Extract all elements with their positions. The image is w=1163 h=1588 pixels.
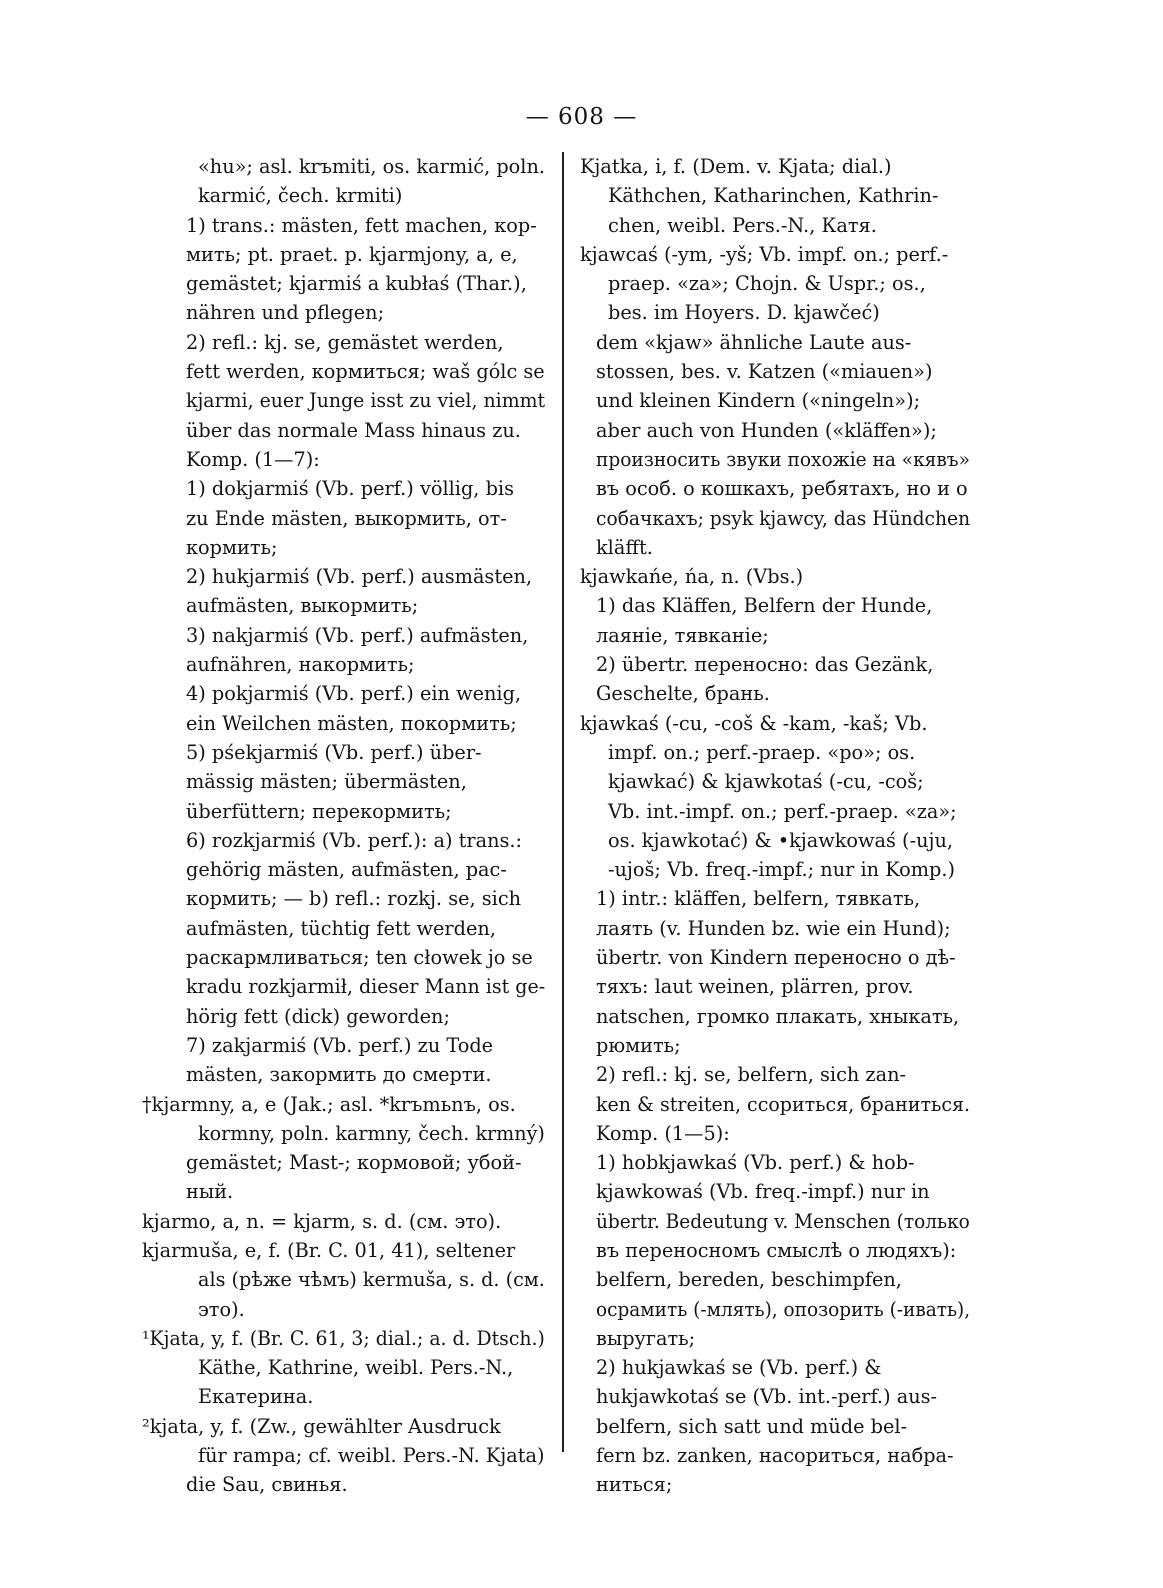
text-line: die Sau, свинья.: [186, 1473, 348, 1497]
text-line: 3) nakjarmiś (Vb. perf.) aufmästen,: [186, 623, 529, 647]
text-line: кормить; — b) refl.: rozkj. se, sich: [186, 887, 522, 911]
text-line: Käthe, Kathrine, weibl. Pers.-N.,: [198, 1356, 514, 1380]
text-line: 6) rozkjarmiś (Vb. perf.): a) trans.:: [186, 828, 523, 852]
text-line: hörig fett (dick) geworden;: [186, 1004, 450, 1028]
page-number: — 608 —: [525, 104, 638, 130]
text-line: praep. «za»; Chojn. & Uspr.; os.,: [608, 272, 926, 296]
text-line: лаять (v. Hunden bz. wie ein Hund);: [596, 916, 951, 940]
text-line: stossen, bes. v. Katzen («miauen»): [596, 360, 933, 384]
text-line: kjarmo, a, n. = kjarm, s. d. (см. это).: [142, 1209, 502, 1233]
text-line: übertr. Bedeutung v. Menschen (только: [596, 1209, 970, 1233]
text-line: рюмить;: [596, 1033, 681, 1057]
text-line: aufmästen, tüchtig fett werden,: [186, 916, 496, 940]
text-line: тяхъ: laut weinen, plärren, prov.: [596, 975, 914, 999]
text-line: 1) intr.: kläffen, belfern, тявкать,: [596, 887, 921, 911]
text-line: «hu»; asl. krъmiti, os. karmić, poln.: [198, 155, 545, 178]
text-line: kradu rozkjarmił, dieser Mann ist ge-: [186, 975, 545, 999]
text-line: †kjarmny, a, e (Jak.; asl. *krъmьnъ, os.: [142, 1092, 516, 1116]
text-line: осрамить (-млять), опозорить (-ивать),: [596, 1297, 970, 1321]
text-line: aber auch von Hunden («kläffen»);: [596, 418, 937, 442]
text-line: aufnähren, накормить;: [186, 653, 415, 677]
text-line: belfern, sich satt und müde bel-: [596, 1414, 908, 1438]
text-line: ный.: [186, 1180, 234, 1204]
text-line: кормить;: [186, 535, 278, 559]
text-line: über das normale Mass hinaus zu.: [186, 418, 521, 442]
text-line: Kjatka, i, f. (Dem. v. Kjata; dial.): [580, 155, 892, 178]
text-line: gemästet; kjarmiś a kubłaś (Thar.),: [186, 272, 527, 296]
text-line: 2) refl.: kj. se, gemästet werden,: [186, 330, 504, 354]
text-line: Vb. int.-impf. on.; perf.-praep. «za»;: [608, 799, 957, 823]
text-line: ниться;: [596, 1473, 673, 1497]
text-line: ¹Kjata, y, f. (Br. C. 61, 3; dial.; a. d. Dtsch.): [142, 1326, 545, 1350]
text-line: 7) zakjarmiś (Vb. perf.) zu Tode: [186, 1033, 494, 1057]
text-line: kjarmuša, e, f. (Br. C. 01, 41), seltener: [142, 1238, 516, 1262]
text-line: karmić, čech. krmiti): [198, 184, 403, 208]
text-line: als (рѣже чѣмъ) kermuša, s. d. (см.: [198, 1268, 545, 1292]
text-line: nähren und pflegen;: [186, 301, 385, 325]
text-line: лаяніе, тявканіе;: [596, 623, 769, 647]
text-line: Komp. (1—7):: [186, 447, 320, 471]
text-line: 4) pokjarmiś (Vb. perf.) ein wenig,: [186, 682, 522, 706]
text-line: 5) pśekjarmiś (Vb. perf.) über-: [186, 740, 482, 764]
text-line: bes. im Hoyers. D. kjawčeć): [608, 301, 880, 325]
text-line: fern bz. zanken, насориться, набра-: [596, 1444, 954, 1468]
text-line: kjarmi, euer Junge isst zu viel, nimmt: [186, 389, 545, 413]
text-line: kjawkaś (-cu, -coš & -kam, -kaš; Vb.: [580, 711, 928, 735]
text-line: 1) das Kläffen, Belfern der Hunde,: [596, 594, 933, 618]
text-line: für rampa; cf. weibl. Pers.-N. Kjata): [198, 1444, 545, 1468]
text-line: 2) hukjawkaś se (Vb. perf.) &: [596, 1356, 882, 1380]
text-line: Komp. (1—5):: [596, 1121, 730, 1145]
text-line: 1) dokjarmiś (Vb. perf.) völlig, bis: [186, 477, 514, 501]
text-line: kjawcaś (-ym, -yš; Vb. impf. on.; perf.-: [580, 242, 949, 266]
text-line: 2) hukjarmiś (Vb. perf.) ausmästen,: [186, 565, 533, 589]
text-line: 2) refl.: kj. se, belfern, sich zan-: [596, 1063, 906, 1087]
text-line: собачкахъ; psyk kjawcy, das Hündchen: [596, 506, 970, 530]
text-line: произносить звуки похожіе на «кявъ»: [596, 447, 970, 471]
text-line: fett werden, кормиться; waš gólc se: [186, 360, 545, 384]
text-line: mästen, закормить до смерти.: [186, 1063, 492, 1087]
column-divider: [562, 152, 564, 1452]
text-line: aufmästen, выкормить;: [186, 594, 419, 618]
text-line: 1) hobkjawkaś (Vb. perf.) & hob-: [596, 1151, 915, 1175]
text-line: mässig mästen; übermästen,: [186, 770, 467, 794]
text-line: мить; pt. praet. p. kjarmjony, a, e,: [186, 242, 518, 266]
text-line: -ujoš; Vb. freq.-impf.; nur in Komp.): [608, 858, 955, 882]
text-line: hukjawkotaś se (Vb. int.-perf.) aus-: [596, 1385, 938, 1409]
text-line: übertr. von Kindern переносно о дѣ-: [596, 946, 956, 970]
text-line: раскармливаться; ten cłowek jo se: [186, 946, 533, 970]
text-line: ein Weilchen mästen, покормить;: [186, 711, 517, 735]
text-line: въ переносномъ смыслѣ о людяхъ):: [596, 1238, 957, 1262]
text-line: Käthchen, Katharinchen, Kathrin-: [608, 184, 939, 208]
text-line: belfern, bereden, beschimpfen,: [596, 1268, 902, 1292]
text-line: gemästet; Mast-; кормовой; убой-: [186, 1151, 522, 1175]
text-line: 2) übertr. переносно: das Gezänk,: [596, 653, 934, 677]
text-line: impf. on.; perf.-praep. «po»; os.: [608, 740, 916, 764]
text-line: въ особ. о кошкахъ, ребятахъ, но и о: [596, 477, 968, 501]
text-line: 1) trans.: mästen, fett machen, кор-: [186, 213, 537, 237]
text-line: dem «kjaw» ähnliche Laute aus-: [596, 330, 912, 354]
text-line: ken & streiten, ссориться, браниться.: [596, 1092, 970, 1116]
text-line: Geschelte, брань.: [596, 682, 770, 706]
text-line: zu Ende mästen, выкормить, от-: [186, 506, 507, 530]
right-column: [580, 152, 970, 1500]
left-column: [142, 152, 545, 1500]
text-line: chen, weibl. Pers.-N., Катя.: [608, 213, 877, 237]
text-line: gehörig mästen, aufmästen, рас-: [186, 858, 507, 882]
text-line: kjawkowaś (Vb. freq.-impf.) nur in: [596, 1180, 930, 1204]
text-line: kjawkańe, ńa, n. (Vbs.): [580, 565, 804, 589]
text-line: Екатерина.: [198, 1385, 314, 1409]
text-line: kläfft.: [596, 535, 653, 559]
text-line: это).: [198, 1297, 245, 1321]
text-line: natschen, громко плакать, хныкать,: [596, 1004, 960, 1028]
text-line: ²kjata, y, f. (Zw., gewählter Ausdruck: [142, 1414, 501, 1438]
text-line: os. kjawkotać) & •kjawkowaś (-uju,: [608, 828, 954, 852]
text-line: kjawkać) & kjawkotaś (-cu, -coš;: [608, 770, 924, 794]
text-line: und kleinen Kindern («ningeln»);: [596, 389, 921, 413]
text-line: überfüttern; перекормить;: [186, 799, 452, 823]
text-line: выругать;: [596, 1326, 696, 1350]
text-line: kormny, poln. karmny, čech. krmný): [198, 1121, 545, 1145]
